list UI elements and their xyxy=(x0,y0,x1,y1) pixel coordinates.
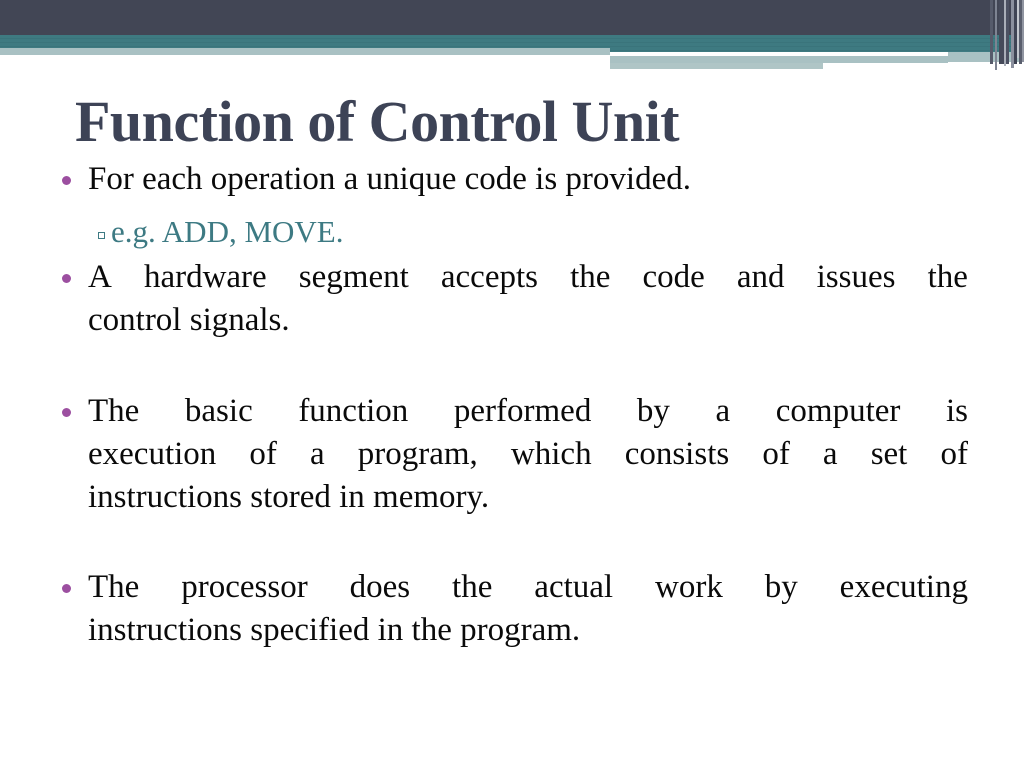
bullet-marker-column xyxy=(48,158,88,201)
header-sage-strip-mid xyxy=(610,56,948,63)
header-sage-strip-left xyxy=(0,48,610,55)
bullet-text-4: The processor does the actual work by executing instructions specified in the program. xyxy=(88,569,968,648)
bullet-text-3: The basic function performed by a computer is execution of a program, which consists of a set of instructions stored in memory. xyxy=(88,393,968,515)
bullet-item-4 xyxy=(48,566,968,652)
header-navy-bar xyxy=(0,0,1024,35)
sub-bullet-text: e.g. ADD, MOVE. xyxy=(111,214,344,249)
sub-bullet-item xyxy=(94,211,968,252)
header-teal-extension xyxy=(610,35,1024,52)
bullet-dot-icon xyxy=(62,408,71,417)
bullet-dot-icon xyxy=(62,176,71,185)
corner-stripes-decoration xyxy=(990,0,1024,70)
bullet-marker-column xyxy=(48,390,88,519)
bullet-item-2 xyxy=(48,256,968,342)
header-sage-strip-low xyxy=(610,63,823,69)
bullet-marker-column xyxy=(48,256,88,342)
sub-bullet-marker-column xyxy=(94,211,111,252)
bullet-dot-icon xyxy=(62,274,71,283)
bullet-text-2: A hardware segment accepts the code and issues the control signals. xyxy=(88,259,968,338)
bullet-item-3 xyxy=(48,390,968,519)
bullet-text-1: For each operation a unique code is provided. xyxy=(88,161,691,197)
bullet-dot-icon xyxy=(62,584,71,593)
bullet-marker-column xyxy=(48,566,88,652)
sub-bullet-square-icon xyxy=(98,232,105,239)
slide-title: Function of Control Unit xyxy=(75,89,680,154)
bullet-item-1 xyxy=(48,158,968,201)
